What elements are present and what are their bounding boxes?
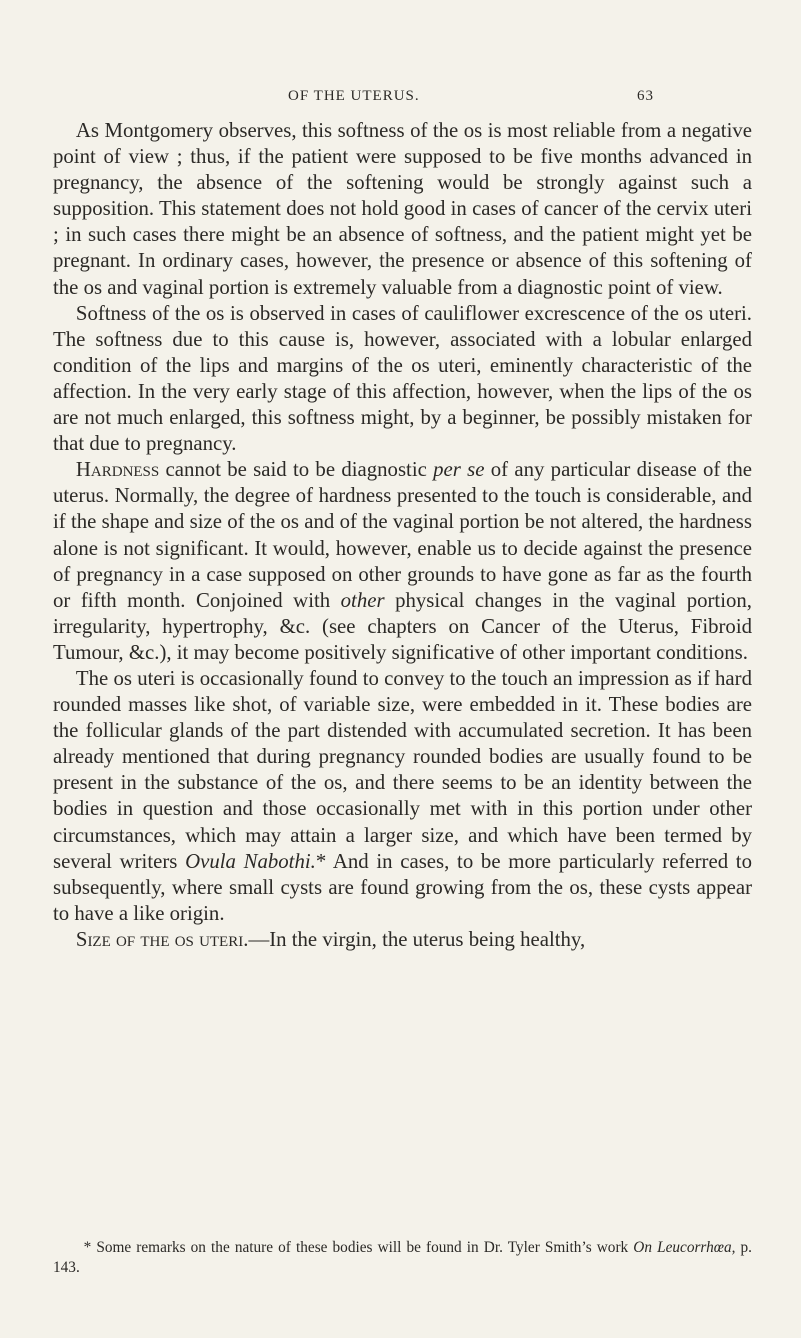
paragraph-cauliflower: Softness of the os is observed in cases of cauliflower excrescence of the os uteri. The softness due to this cause is, however, associated with a lobular enlarged condition of the lips and margins of the os uteri, eminently characteristic of the affection. In the very early stage of this affection, however, when the lips of the os are not much enlarged, this softness might, by a beginner, be possibly mistaken for that due to pregnancy.	[53, 301, 752, 456]
footnote-text	[53, 1238, 752, 1277]
footnote	[53, 1238, 752, 1277]
text-run: p. 143.	[53, 1239, 753, 1276]
paragraph-ovula	[53, 666, 752, 927]
italic-term: per se	[433, 458, 485, 482]
footnote-mark: *	[83, 1239, 92, 1256]
text-run: —In the virgin, the uterus being healthy,	[248, 927, 586, 951]
footnote-reference: *	[315, 849, 327, 873]
paragraph-montgomery: As Montgomery observes, this softness of the os is most reliable from a negative point of view ; thus, if the patient were supposed to be five months advanced in pregnancy, the absence of the softening would be strongly against such a supposition. This statement does not hold good in cases of cancer of the cervix uteri ; in such cases there might be an absence of softness, and the patient might yet be pregnant. In ordinary cases, however, the presence or absence of this softening of the os and vaginal portion is extremely valuable from a diagnostic point of view.	[53, 119, 752, 299]
text-run: Some remarks on the nature of these bodies will be found in Dr. Tyler Smith’s work	[91, 1239, 634, 1256]
paragraph-size	[53, 927, 752, 953]
text-run: physical changes in the vaginal portion, irregularity, hypertrophy, &c. (see chapters on Cancer of the Uterus, Fibroid Tumour, &c.), it may become positively significative of other important conditions.	[53, 588, 752, 664]
text-run: of any particular disease of the uterus. Normally, the degree of hardness presented to the touch is considerable, and if the shape and size of the os and of the vaginal portion be not altered, the hardness alone is not significant. It would, however, enable us to decide against the presence of pregnancy in a case supposed on other grounds to have gone as far as the fourth or fifth month. Conjoined with	[53, 458, 753, 612]
body-text	[53, 118, 752, 953]
section-lead-hardness: Hardness	[75, 458, 160, 482]
page-number: 63	[637, 88, 654, 104]
text-run: And in cases, to be more particularly referred to subsequently, where small cysts are found growing from the os, these cysts appear to have a like origin.	[53, 849, 752, 925]
running-head	[0, 88, 801, 108]
running-title: OF THE UTERUS.	[288, 88, 420, 104]
section-lead-size: Size of the os uteri.	[75, 927, 249, 951]
italic-term: other	[340, 588, 385, 612]
text-run: cannot be said to be diagnostic	[159, 458, 434, 482]
italic-title: On Leucorrhœa,	[633, 1239, 736, 1256]
paragraph-hardness	[53, 457, 752, 666]
text-run: The os uteri is occasionally found to convey to the touch an impression as if hard rounded masses like shot, of variable size, were embedded in it. These bodies are the follicular glands of the part distended with accumulated secretion. It has been already mentioned that during pregnancy rounded bodies are usually found to be present in the substance of the os, and there seems to be an identity between the bodies in question and those occasionally met with in this portion under other circumstances, which may attain a larger size, and which have been termed by several writers	[53, 666, 752, 873]
italic-term: Ovula Nabothi.	[185, 849, 316, 873]
